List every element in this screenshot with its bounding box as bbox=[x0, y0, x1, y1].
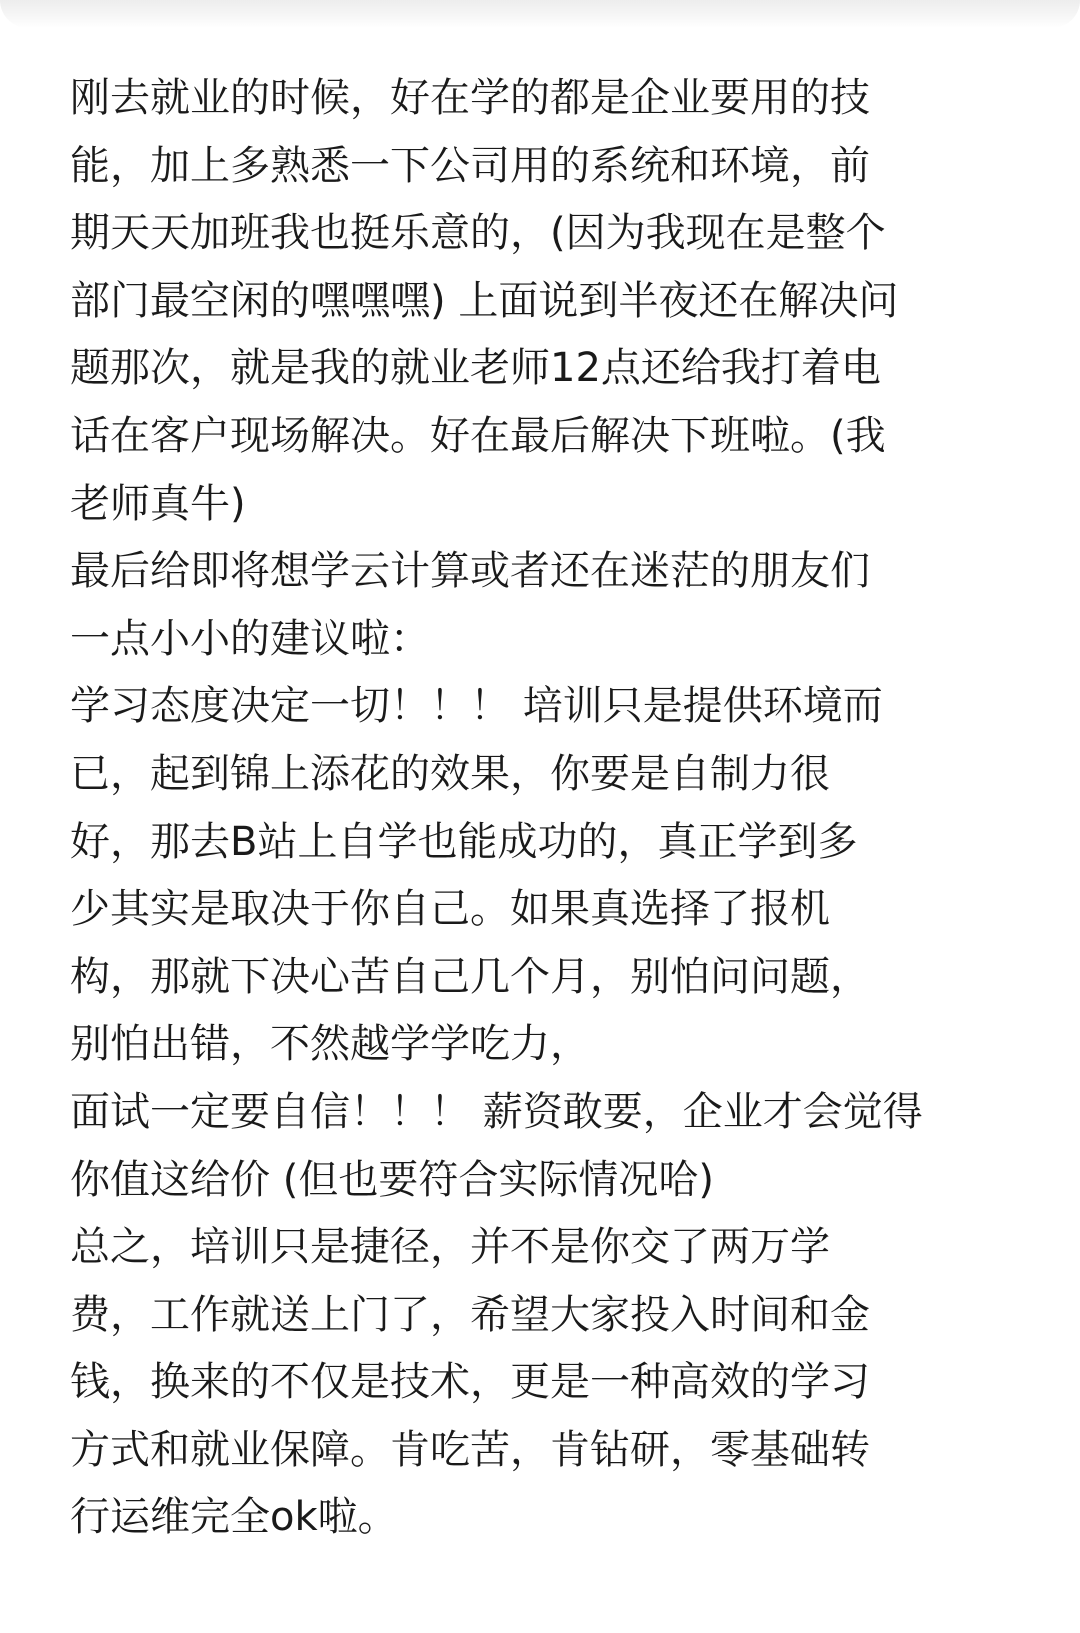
post-text-line: 面试一定要自信！！！ 薪资敢要，企业才会觉得 bbox=[70, 1088, 923, 1135]
post-text-line: 部门最空闲的嘿嘿嘿) 上面说到半夜还在解决问 bbox=[70, 277, 899, 324]
top-edge-shadow bbox=[0, 0, 1080, 28]
post-text-line: 你值这给价 (但也要符合实际情况哈) bbox=[70, 1156, 714, 1203]
post-text-line: 总之，培训只是捷径，并不是你交了两万学 bbox=[70, 1224, 830, 1271]
post-text-line: 已，起到锦上添花的效果，你要是自制力很 bbox=[70, 750, 830, 797]
post-text-line: 少其实是取决于你自己。如果真选择了报机 bbox=[70, 886, 830, 933]
post-text-line: 好，那去B站上自学也能成功的，真正学到多 bbox=[70, 818, 858, 865]
post-text-line: 能，加上多熟悉一下公司用的系统和环境，前 bbox=[70, 142, 870, 189]
post-text-line: 行运维完全ok啦。 bbox=[70, 1494, 398, 1541]
post-text-body bbox=[70, 65, 1010, 1552]
post-text-line: 钱，换来的不仅是技术，更是一种高效的学习 bbox=[70, 1359, 870, 1406]
post-text-line: 方式和就业保障。肯吃苦，肯钻研，零基础转 bbox=[70, 1426, 870, 1473]
post-text-line: 期天天加班我也挺乐意的，(因为我现在是整个 bbox=[70, 210, 886, 257]
post-text-line: 一点小小的建议啦： bbox=[70, 615, 430, 662]
post-text-line: 刚去就业的时候，好在学的都是企业要用的技 bbox=[70, 75, 870, 121]
post-text-line: 别怕出错，不然越学学吃力， bbox=[70, 1021, 590, 1068]
post-text-line: 最后给即将想学云计算或者还在迷茫的朋友们 bbox=[70, 548, 870, 595]
post-text-line: 构，那就下决心苦自己几个月，别怕问问题， bbox=[70, 953, 870, 1000]
post-text-line: 学习态度决定一切！！！ 培训只是提供环境而 bbox=[70, 683, 883, 730]
vertical-scrollbar[interactable] bbox=[1066, 0, 1080, 1633]
post-text-line: 费，工作就送上门了，希望大家投入时间和金 bbox=[70, 1291, 870, 1338]
post-text-line: 话在客户现场解决。好在最后解决下班啦。(我 bbox=[70, 412, 886, 459]
post-text-line: 老师真牛) bbox=[70, 480, 246, 527]
post-text-line: 题那次，就是我的就业老师12点还给我打着电 bbox=[70, 345, 881, 392]
